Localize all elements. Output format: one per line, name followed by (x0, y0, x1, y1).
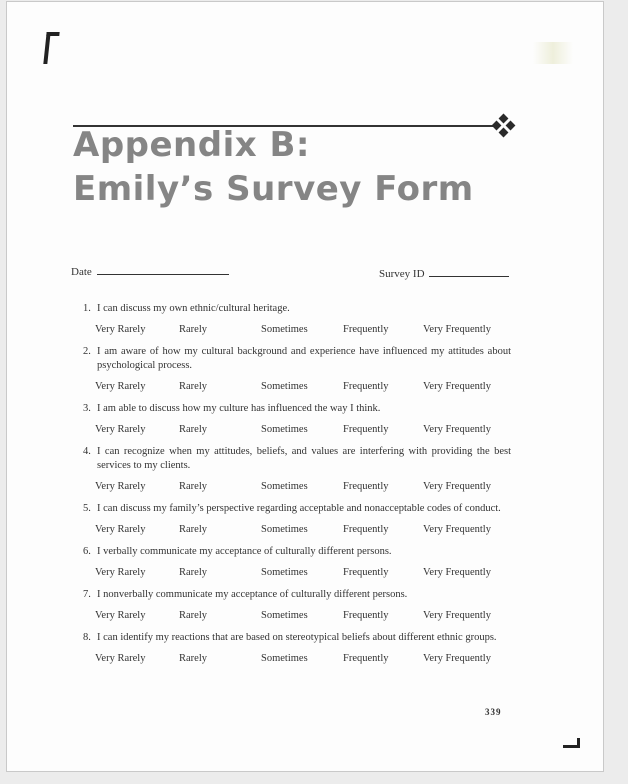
response-option[interactable]: Very Rarely (95, 481, 146, 492)
response-scale (71, 650, 511, 671)
response-scale (71, 421, 511, 442)
crop-mark-bottom-right (563, 738, 580, 748)
response-option[interactable]: Very Frequently (423, 381, 491, 392)
response-option[interactable]: Frequently (343, 610, 389, 621)
document-page (6, 1, 604, 772)
survey-question (71, 631, 511, 645)
question-number: 6. (83, 546, 91, 557)
response-option[interactable]: Frequently (343, 381, 389, 392)
response-option[interactable]: Frequently (343, 324, 389, 335)
response-option[interactable]: Sometimes (261, 324, 308, 335)
survey-id-field (379, 266, 509, 280)
response-option[interactable]: Very Frequently (423, 324, 491, 335)
response-option[interactable]: Very Rarely (95, 653, 146, 664)
survey-question (71, 345, 511, 373)
survey-id-label: Survey ID (379, 268, 425, 280)
response-scale (71, 321, 511, 342)
page-title (73, 123, 474, 211)
response-option[interactable]: Sometimes (261, 610, 308, 621)
scan-artifact (533, 42, 573, 64)
title-line-1: Appendix B: (73, 125, 311, 165)
survey-question (71, 302, 511, 316)
question-number: 4. (83, 446, 91, 457)
response-option[interactable]: Sometimes (261, 653, 308, 664)
date-label: Date (71, 266, 92, 278)
question-number: 7. (83, 589, 91, 600)
response-option[interactable]: Rarely (179, 324, 207, 335)
question-text: I am aware of how my cultural background and experience have influenced my attitudes about psychological process. (97, 346, 511, 371)
response-option[interactable]: Rarely (179, 610, 207, 621)
response-option[interactable]: Rarely (179, 567, 207, 578)
response-option[interactable]: Very Frequently (423, 653, 491, 664)
response-option[interactable]: Frequently (343, 653, 389, 664)
response-option[interactable]: Sometimes (261, 424, 308, 435)
response-scale (71, 378, 511, 399)
survey-item (71, 502, 511, 542)
date-blank (97, 264, 229, 275)
response-option[interactable]: Very Rarely (95, 610, 146, 621)
response-option[interactable]: Rarely (179, 381, 207, 392)
response-scale (71, 478, 511, 499)
page-number: 339 (485, 707, 502, 717)
response-option[interactable]: Very Frequently (423, 424, 491, 435)
diamond-ornament-icon (493, 115, 515, 137)
question-text: I nonverbally communicate my acceptance of culturally different persons. (97, 589, 408, 600)
survey-item (71, 402, 511, 442)
response-option[interactable]: Very Frequently (423, 610, 491, 621)
response-option[interactable]: Sometimes (261, 381, 308, 392)
question-number: 5. (83, 503, 91, 514)
survey-item (71, 345, 511, 399)
survey-item (71, 445, 511, 499)
title-line-2: Emily’s Survey Form (73, 169, 474, 209)
response-option[interactable]: Very Rarely (95, 324, 146, 335)
response-option[interactable]: Very Frequently (423, 524, 491, 535)
survey-item (71, 302, 511, 342)
question-number: 8. (83, 632, 91, 643)
response-scale (71, 564, 511, 585)
question-number: 1. (83, 303, 91, 314)
response-option[interactable]: Very Rarely (95, 381, 146, 392)
survey-question (71, 502, 511, 516)
survey-question (71, 445, 511, 473)
response-option[interactable]: Sometimes (261, 567, 308, 578)
question-number: 2. (83, 346, 91, 357)
response-option[interactable]: Sometimes (261, 481, 308, 492)
response-option[interactable]: Frequently (343, 567, 389, 578)
response-option[interactable]: Very Rarely (95, 567, 146, 578)
response-option[interactable]: Frequently (343, 424, 389, 435)
survey-item (71, 631, 511, 671)
question-text: I verbally communicate my acceptance of culturally different persons. (97, 546, 392, 557)
survey-item (71, 588, 511, 628)
response-option[interactable]: Very Frequently (423, 481, 491, 492)
response-option[interactable]: Rarely (179, 424, 207, 435)
question-text: I can discuss my own ethnic/cultural heritage. (97, 303, 290, 314)
response-option[interactable]: Frequently (343, 481, 389, 492)
response-option[interactable]: Rarely (179, 481, 207, 492)
survey-question (71, 545, 511, 559)
response-option[interactable]: Frequently (343, 524, 389, 535)
survey-item (71, 545, 511, 585)
question-number: 3. (83, 403, 91, 414)
question-text: I can recognize when my attitudes, beliefs, and values are interfering with providing the best services to my clients. (97, 446, 511, 471)
survey-question (71, 402, 511, 416)
response-option[interactable]: Very Frequently (423, 567, 491, 578)
response-option[interactable]: Sometimes (261, 524, 308, 535)
crop-mark-top-left (43, 32, 59, 64)
question-text: I am able to discuss how my culture has influenced the way I think. (97, 403, 381, 414)
response-scale (71, 607, 511, 628)
survey-items (71, 302, 511, 674)
response-option[interactable]: Rarely (179, 524, 207, 535)
response-scale (71, 521, 511, 542)
response-option[interactable]: Very Rarely (95, 524, 146, 535)
survey-question (71, 588, 511, 602)
response-option[interactable]: Very Rarely (95, 424, 146, 435)
question-text: I can identify my reactions that are based on stereotypical beliefs about different ethnic groups. (97, 632, 497, 643)
date-field (71, 264, 229, 278)
survey-id-blank (429, 266, 509, 277)
response-option[interactable]: Rarely (179, 653, 207, 664)
question-text: I can discuss my family’s perspective regarding acceptable and nonacceptable codes of conduct. (97, 503, 501, 514)
